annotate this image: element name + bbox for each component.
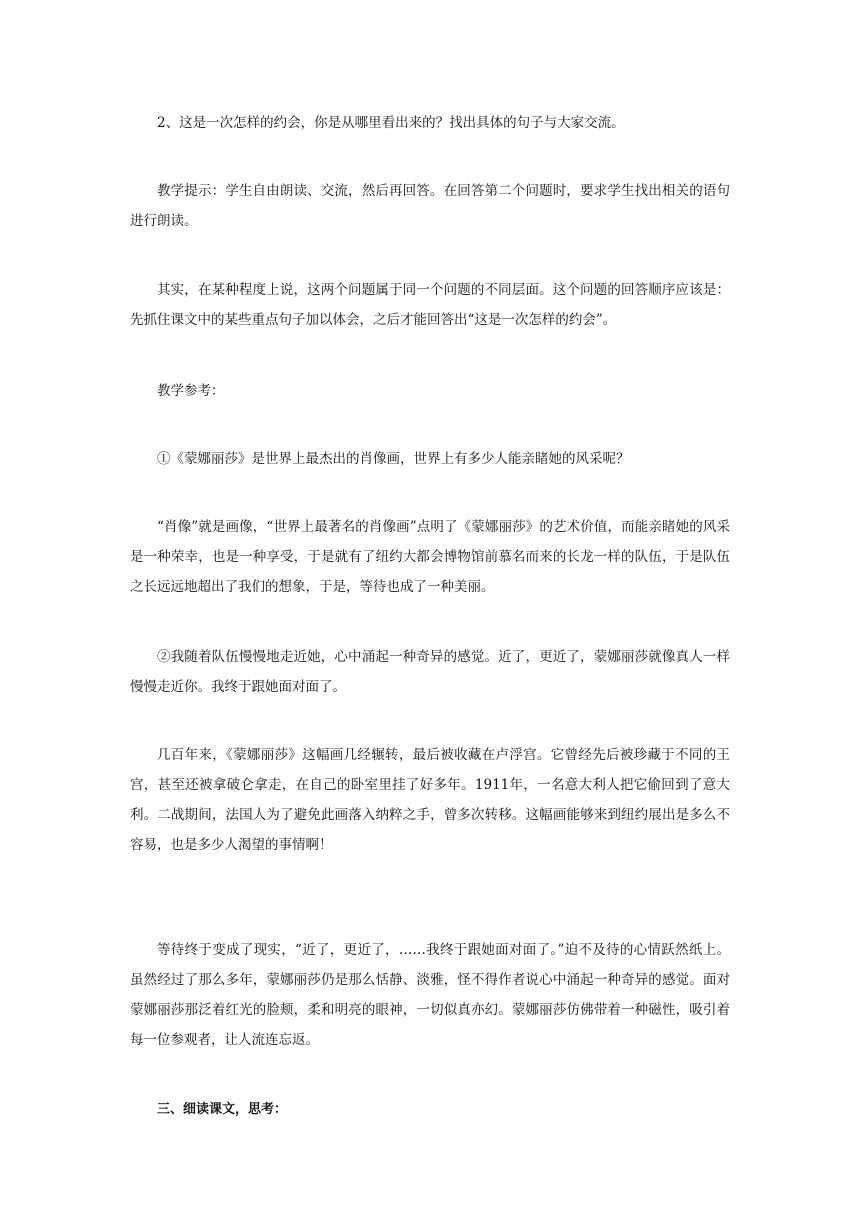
quote-1: ①《蒙娜丽莎》是世界上最杰出的肖像画，世界上有多少人能亲睹她的风采呢？	[157, 451, 630, 467]
analysis-2: 几百年来，《蒙娜丽莎》这幅画几经辗转，最后被收藏在卢浮宫。它曾经先后被珍藏于不同的王宫，甚至还被拿破仑拿走，在自己的卧室里挂了好多年。1911年，一名意大利人把它偷回到了意大利。二战期间，法国人为了避免此画落入纳粹之手，曾多次转移。这幅画能够来到纽约展出是多么不容易，也是多少人渴望的事情啊！	[130, 747, 730, 853]
question-2: 2、这是一次怎样的约会，你是从哪里看出来的？找出具体的句子与大家交流。	[157, 115, 625, 131]
section-heading: 三、细读课文，思考：	[157, 1102, 288, 1117]
analysis-1: “肖像”就是画像，“世界上最著名的肖像画”点明了《蒙娜丽莎》的艺术价值，而能亲睹她的风采是一种荣幸，也是一种享受，于是就有了纽约大都会博物馆前慕名而来的长龙一样的队伍，于是队伍之长远远地超出了我们的想象，于是，等待也成了一种美丽。	[130, 519, 730, 595]
quote-2: ②我随着队伍慢慢地走近她，心中涌起一种奇异的感觉。近了，更近了，蒙娜丽莎就像真人一样慢慢走近你。我终于跟她面对面了。	[130, 649, 730, 695]
teaching-reference-label: 教学参考：	[157, 383, 225, 399]
teaching-hint: 教学提示：学生自由朗读、交流，然后再回答。在回答第二个问题时，要求学生找出相关的语句进行朗读。	[130, 183, 730, 229]
analysis-3: 等待终于变成了现实，“近了，更近了，……我终于跟她面对面了。”迫不及待的心情跃然纸上。虽然经过了那么多年，蒙娜丽莎仍是那么恬静、淡雅，怪不得作者说心中涌起一种奇异的感觉。面对蒙娜丽莎那泛着红光的脸颊，柔和明亮的眼神，一切似真亦幻。蒙娜丽莎仿佛带着一种磁性，吸引着每一位参观者，让人流连忘返。	[130, 942, 730, 1048]
explanation-paragraph: 其实，在某种程度上说，这两个问题属于同一个问题的不同层面。这个问题的回答顺序应该是：先抓住课文中的某些重点句子加以体会，之后才能回答出“这是一次怎样的约会”。	[130, 282, 730, 328]
